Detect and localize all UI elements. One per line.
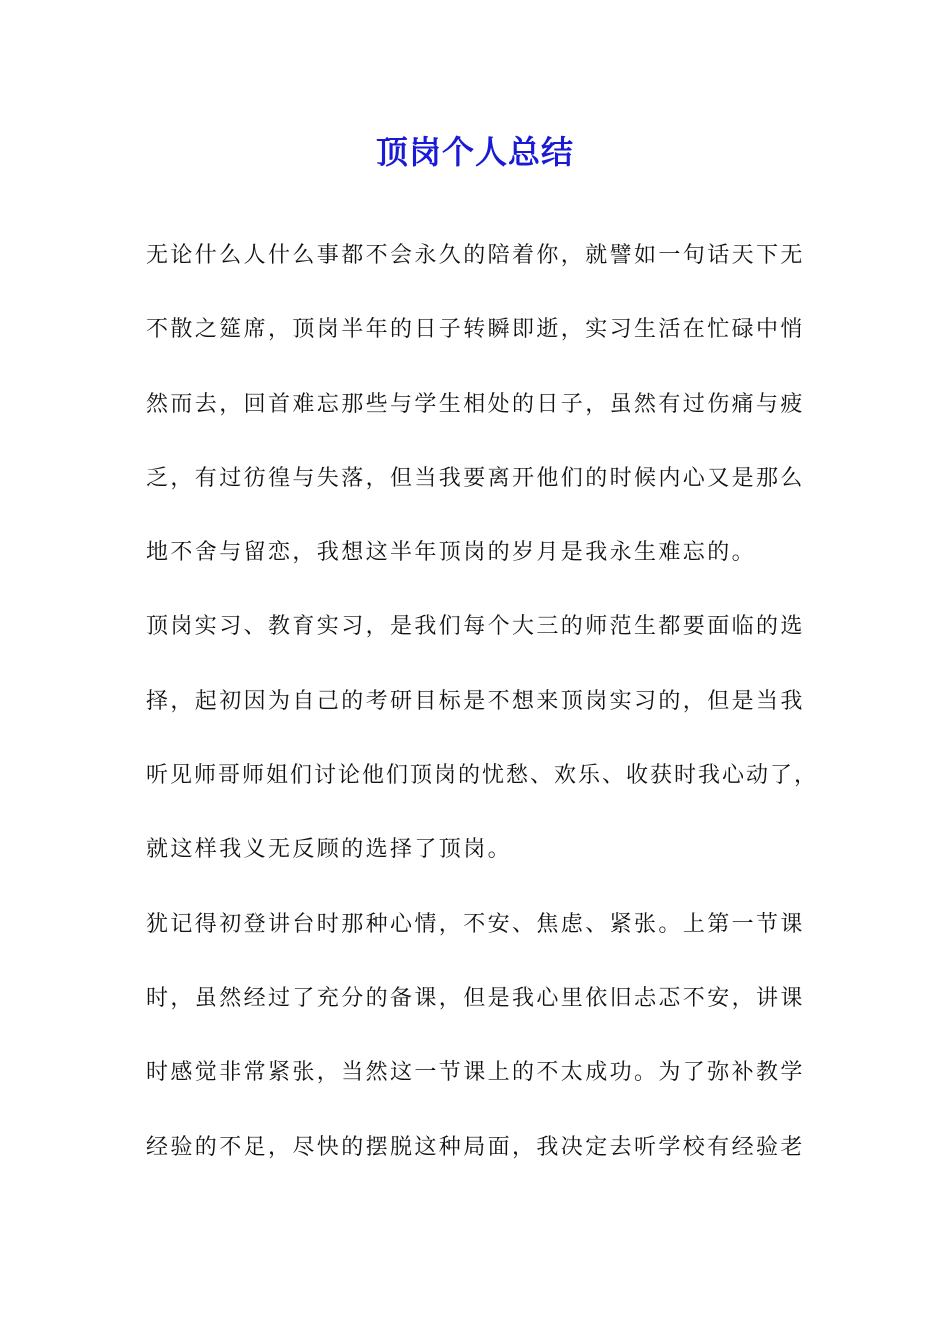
- text-line: 乏，有过彷徨与失落，但当我要离开他们的时候内心又是那么: [146, 465, 805, 491]
- text-line: 择，起初因为自己的考研目标是不想来顶岗实习的，但是当我: [146, 688, 805, 714]
- document-body: [146, 233, 819, 1199]
- text-line: 就这样我义无反顾的选择了顶岗。: [146, 837, 513, 863]
- text-line: 无论什么人什么事都不会永久的陪着你，就譬如一句话天下无: [146, 243, 805, 268]
- document-title: 顶岗个人总结: [375, 133, 574, 171]
- text-line: 时感觉非常紧张，当然这一节课上的不太成功。为了弥补教学: [146, 1060, 805, 1086]
- text-line: 时，虽然经过了充分的备课，但是我心里依旧忐忑不安，讲课: [146, 985, 805, 1011]
- text-line: 顶岗实习、教育实习，是我们每个大三的师范生都要面临的选: [146, 614, 805, 640]
- text-line: 听见师哥师姐们讨论他们顶岗的忧愁、欢乐、收获时我心动了，: [146, 763, 819, 789]
- text-line: 经验的不足，尽快的摆脱这种局面，我决定去听学校有经验老: [146, 1134, 805, 1160]
- text-line: 然而去，回首难忘那些与学生相处的日子，虽然有过伤痛与疲: [146, 391, 805, 417]
- text-line: 地不舍与留恋，我想这半年顶岗的岁月是我永生难忘的。: [146, 540, 757, 566]
- text-line: 犹记得初登讲台时那种心情，不安、焦虑、紧张。上第一节课: [146, 911, 805, 937]
- text-line: 不散之筵席，顶岗半年的日子转瞬即逝，实习生活在忙碌中悄: [146, 317, 805, 343]
